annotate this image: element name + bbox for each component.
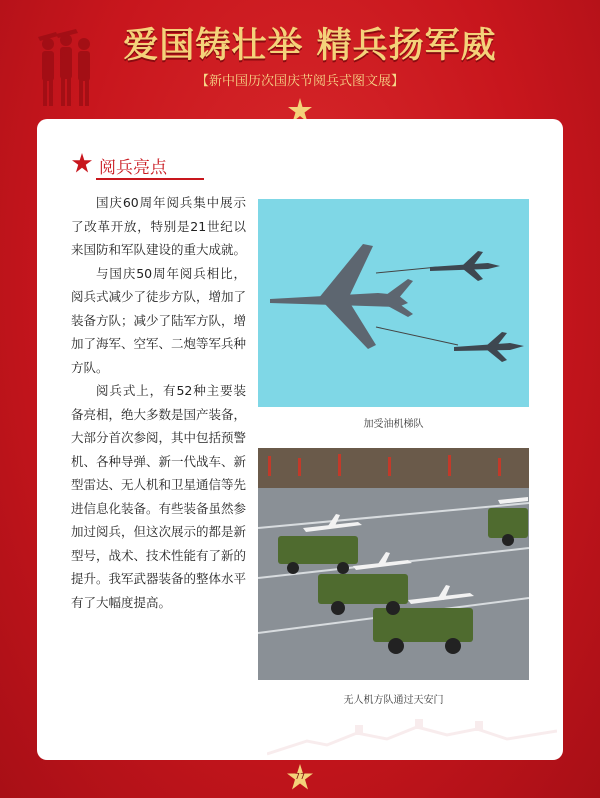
content-card (37, 119, 563, 760)
paragraph: 国庆60周年阅兵集中展示了改革开放，特别是21世纪以来国防和军队建设的重大成就。 (71, 195, 247, 257)
photo-caption: 无人机方队通过天安门 (343, 695, 444, 706)
page-subtitle: 【新中国历次国庆节阅兵式图文展】 (195, 74, 404, 89)
article-body (71, 191, 246, 614)
page-number: 77 (294, 772, 306, 781)
refueling-aircraft-photo (258, 199, 529, 407)
page-number-badge (286, 763, 314, 791)
paragraph: 与国庆50周年阅兵相比，阅兵式减少了徒步方队，增加了装备方队；减少了陆军方队，增加了海军、空军、二炮等军兵种方队。 (71, 265, 247, 375)
section-title: 阅兵亮点 (99, 158, 167, 178)
section-underline (96, 178, 204, 180)
section-header (71, 152, 211, 182)
paragraph: 阅兵式上，有52种主要装备亮相，绝大多数是国产装备，大部分首次参阅，其中包括预警机、各种导弹、新一代战车、新型雷达、无人机和卫星通信等先进信息化装备。有些装备虽然参加过阅兵，但这次展示的都是新型号，战术、技术性能有了新的提升。我军武器装备的整体水平有了大幅度提高。 (71, 383, 247, 610)
great-wall-decoration (267, 719, 557, 759)
page-title: 爱国铸壮举 精兵扬军威 (123, 25, 497, 66)
photo-caption: 加受油机梯队 (363, 419, 424, 430)
red-star-icon (71, 152, 93, 174)
drone-parade-photo (258, 448, 529, 680)
